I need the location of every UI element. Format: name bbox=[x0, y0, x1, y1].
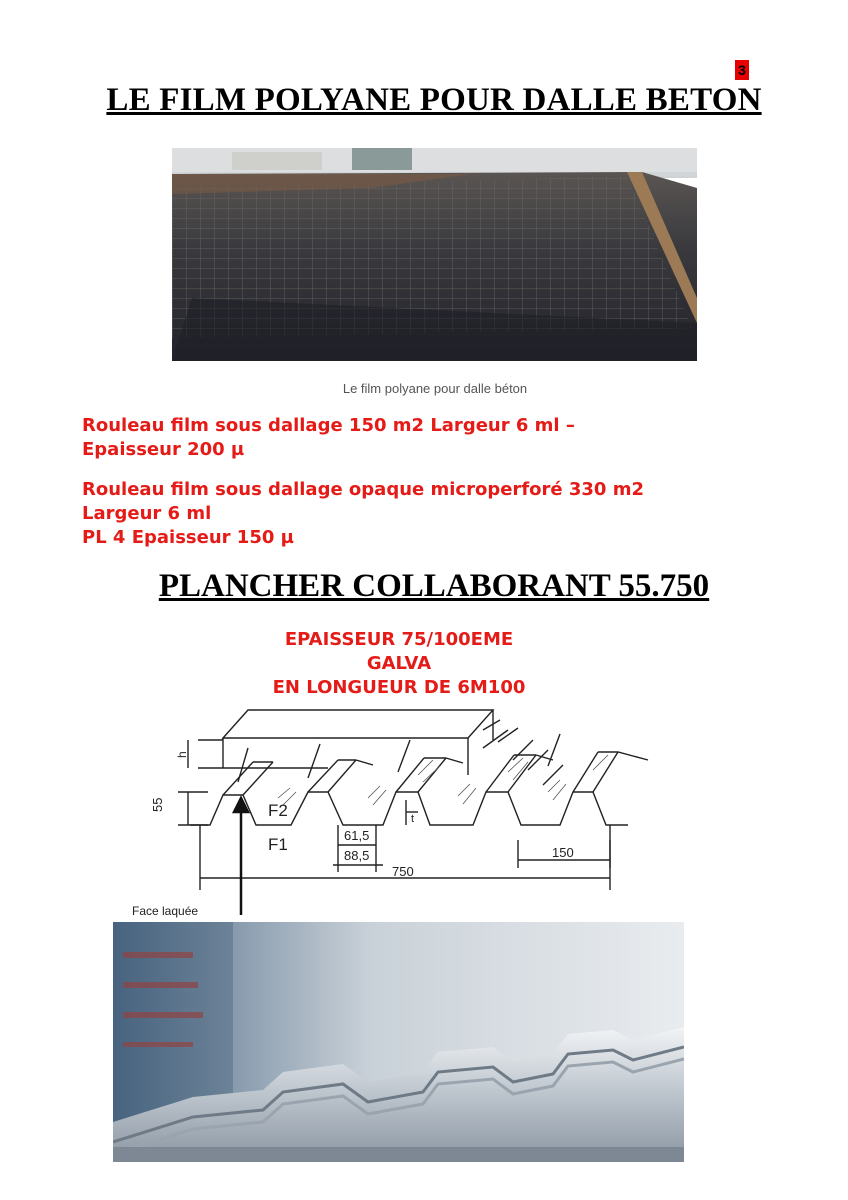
diagram-label-height: 55 bbox=[150, 797, 165, 812]
diagram-label-f2: F2 bbox=[268, 801, 288, 820]
diagram-label-885: 88,5 bbox=[344, 848, 370, 863]
text-line: PL 4 Epaisseur 150 µ bbox=[82, 527, 294, 548]
diagram-label-face: Face laquée bbox=[132, 904, 199, 918]
spec-line: EN LONGUEUR DE 6M100 bbox=[272, 677, 526, 698]
steel-deck-photo bbox=[113, 922, 684, 1162]
diagram-label-h: h bbox=[175, 751, 189, 758]
page-number-badge: 3 bbox=[735, 60, 749, 80]
diagram-label-f1: F1 bbox=[268, 835, 288, 854]
spec-list bbox=[0, 628, 798, 700]
text-line: Epaisseur 200 µ bbox=[82, 439, 245, 460]
spec-line: GALVA bbox=[366, 653, 432, 674]
spec-line: EPAISSEUR 75/100EME bbox=[284, 629, 514, 650]
image-caption: Le film polyane pour dalle béton bbox=[342, 381, 528, 396]
diagram-label-t: t bbox=[411, 813, 415, 825]
section-title-polyane: LE FILM POLYANE POUR DALLE BETON bbox=[106, 82, 762, 118]
section-title-plancher: PLANCHER COLLABORANT 55.750 bbox=[158, 568, 710, 604]
product-description-2 bbox=[82, 478, 644, 550]
deck-profile-diagram bbox=[128, 700, 668, 925]
product-description-1 bbox=[82, 414, 575, 462]
text-line: Rouleau film sous dallage opaque microperforé 330 m2 bbox=[82, 479, 644, 500]
diagram-label-150: 150 bbox=[552, 845, 574, 860]
polyane-film-photo bbox=[172, 148, 697, 361]
text-line: Largeur 6 ml bbox=[82, 503, 212, 524]
diagram-label-750: 750 bbox=[392, 864, 414, 879]
text-line: Rouleau film sous dallage 150 m2 Largeur 6 ml – bbox=[82, 415, 575, 436]
diagram-label-615: 61,5 bbox=[344, 828, 370, 843]
